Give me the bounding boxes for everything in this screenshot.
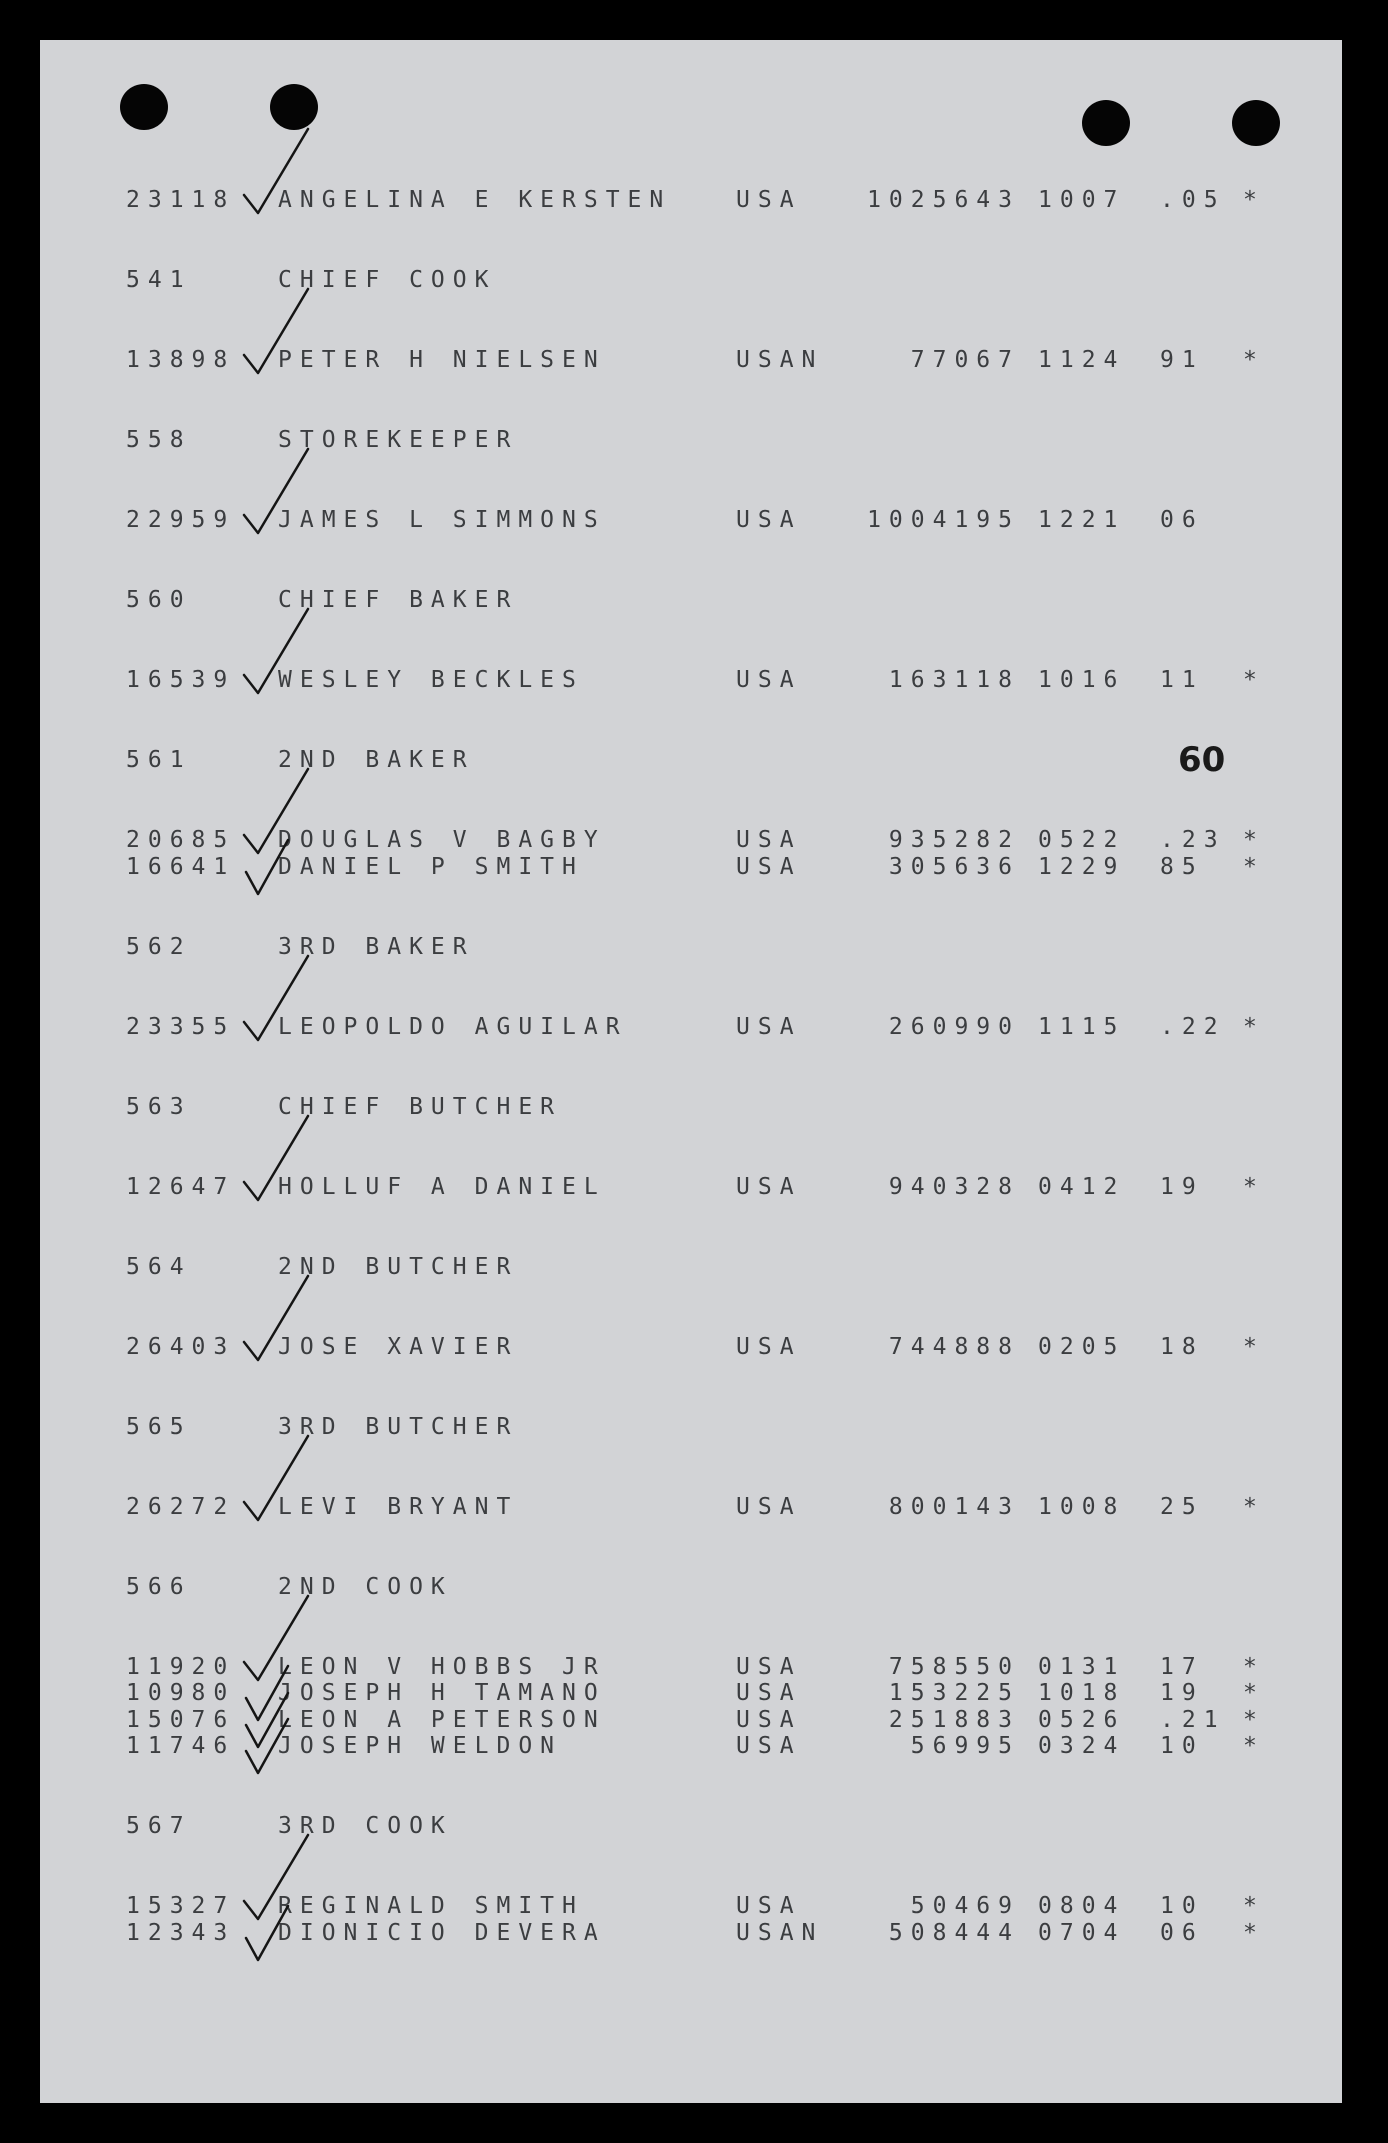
section-title: STOREKEEPER: [278, 427, 519, 453]
amount: 19: [1160, 1680, 1204, 1707]
entry-number: 23118: [126, 187, 236, 213]
asterisk-mark: *: [1243, 1173, 1257, 1200]
asterisk-mark: *: [1243, 667, 1257, 693]
crew-name: HOLLUF A DANIEL: [278, 1173, 606, 1200]
crew-entry-row: [40, 852, 1342, 882]
entry-number: 13898: [126, 347, 236, 373]
amount: 11: [1160, 667, 1204, 693]
check-mark-icon: [236, 1272, 326, 1362]
asterisk-mark: *: [1243, 187, 1257, 213]
country: USA: [736, 1493, 802, 1520]
check-mark-icon: [236, 285, 326, 375]
check-mark-icon: [236, 1112, 326, 1202]
entry-number: 11920: [126, 1653, 236, 1680]
date-code: 0704: [1038, 1920, 1126, 1946]
section-title: 3RD BUTCHER: [278, 1413, 519, 1440]
crew-entry-row: [40, 1918, 1342, 1948]
crew-entry-row: [40, 1731, 1342, 1761]
amount: 25: [1160, 1493, 1204, 1520]
section-title: CHIEF COOK: [278, 267, 497, 293]
asterisk-mark: *: [1243, 1706, 1257, 1733]
account-number: 744888: [888, 1333, 1020, 1360]
country: USA: [736, 1173, 802, 1200]
amount: 18: [1160, 1333, 1204, 1360]
country: USA: [736, 1893, 802, 1920]
account-number: 758550: [888, 1653, 1020, 1680]
date-code: 0412: [1038, 1173, 1126, 1200]
country: USA: [736, 1653, 802, 1680]
account-number: 77067: [910, 347, 1020, 373]
section-title: CHIEF BAKER: [278, 587, 519, 613]
asterisk-mark: *: [1243, 1653, 1257, 1680]
crew-name: DANIEL P SMITH: [278, 853, 584, 880]
asterisk-mark: *: [1243, 1680, 1257, 1707]
crew-name: JOSEPH WELDON: [278, 1733, 563, 1760]
account-number: 508444: [888, 1920, 1020, 1946]
document-page: [40, 40, 1342, 2103]
asterisk-mark: *: [1243, 1013, 1257, 1040]
entry-number: 15076: [126, 1706, 236, 1733]
entry-number: 22959: [126, 507, 236, 533]
amount: 85: [1160, 853, 1204, 880]
check-mark-icon: [236, 605, 326, 695]
date-code: 1016: [1038, 667, 1126, 693]
date-code: 0522: [1038, 827, 1126, 853]
entry-number: 15327: [126, 1893, 236, 1920]
amount: 06: [1160, 1920, 1204, 1946]
crew-entry-row: [40, 665, 1342, 695]
crew-entry-row: [40, 505, 1342, 535]
entry-number: 26272: [126, 1493, 236, 1520]
date-code: 0526: [1038, 1706, 1126, 1733]
entry-number: 10980: [126, 1680, 236, 1707]
country: USA: [736, 1680, 802, 1707]
amount: 10: [1160, 1893, 1204, 1920]
section-title: 3RD COOK: [278, 1813, 453, 1840]
punch-hole: [1082, 100, 1130, 146]
asterisk-mark: *: [1243, 853, 1257, 880]
account-number: 1004195: [867, 507, 1020, 533]
crew-name: DIONICIO DEVERA: [278, 1920, 606, 1946]
section-title: CHIEF BUTCHER: [278, 1093, 563, 1120]
section-code: 567: [126, 1813, 192, 1840]
account-number: 56995: [910, 1733, 1020, 1760]
section-code: 541: [126, 267, 192, 293]
check-mark-icon: [236, 1898, 326, 1968]
amount: .21: [1160, 1706, 1226, 1733]
date-code: 1221: [1038, 507, 1126, 533]
punch-hole: [270, 84, 318, 130]
country: USAN: [736, 1920, 824, 1946]
crew-entry-row: [40, 1172, 1342, 1202]
date-code: 1008: [1038, 1493, 1126, 1520]
crew-name: REGINALD SMITH: [278, 1893, 584, 1920]
crew-entry-row: [40, 1012, 1342, 1042]
check-mark-icon: [236, 125, 326, 215]
asterisk-mark: *: [1243, 1333, 1257, 1360]
asterisk-mark: *: [1243, 1920, 1257, 1946]
section-code: 564: [126, 1253, 192, 1280]
section-title: 2ND BUTCHER: [278, 1253, 519, 1280]
date-code: 1124: [1038, 347, 1126, 373]
entry-number: 16539: [126, 667, 236, 693]
amount: .05: [1160, 187, 1226, 213]
date-code: 1115: [1038, 1013, 1126, 1040]
section-code: 563: [126, 1093, 192, 1120]
crew-name: LEVI BRYANT: [278, 1493, 519, 1520]
check-mark-icon: [236, 445, 326, 535]
country: USA: [736, 853, 802, 880]
amount: 91: [1160, 347, 1204, 373]
crew-name: JOSE XAVIER: [278, 1333, 519, 1360]
account-number: 935282: [888, 827, 1020, 853]
amount: .22: [1160, 1013, 1226, 1040]
country: USA: [736, 827, 802, 853]
country: USA: [736, 1733, 802, 1760]
section-code: 560: [126, 587, 192, 613]
amount: 17: [1160, 1653, 1204, 1680]
crew-name: LEON A PETERSON: [278, 1706, 606, 1733]
asterisk-mark: *: [1243, 1493, 1257, 1520]
section-title: 2ND COOK: [278, 1573, 453, 1600]
section-title: 3RD BAKER: [278, 933, 475, 960]
asterisk-mark: *: [1243, 347, 1257, 373]
entry-number: 12343: [126, 1920, 236, 1946]
country: USA: [736, 1013, 802, 1040]
account-number: 305636: [888, 853, 1020, 880]
crew-name: JAMES L SIMMONS: [278, 507, 606, 533]
crew-name: DOUGLAS V BAGBY: [278, 827, 606, 853]
section-code: 558: [126, 427, 192, 453]
date-code: 0131: [1038, 1653, 1126, 1680]
amount: 10: [1160, 1733, 1204, 1760]
crew-name: LEOPOLDO AGUILAR: [278, 1013, 628, 1040]
crew-entry-row: [40, 1332, 1342, 1362]
entry-number: 11746: [126, 1733, 236, 1760]
date-code: 1229: [1038, 853, 1126, 880]
punch-hole: [120, 84, 168, 130]
crew-name: WESLEY BECKLES: [278, 667, 584, 693]
date-code: 0804: [1038, 1893, 1126, 1920]
account-number: 251883: [888, 1706, 1020, 1733]
account-number: 153225: [888, 1680, 1020, 1707]
asterisk-mark: *: [1243, 1733, 1257, 1760]
crew-entry-row: [40, 1492, 1342, 1522]
country: USA: [736, 1333, 802, 1360]
asterisk-mark: *: [1243, 1893, 1257, 1920]
section-code: 562: [126, 933, 192, 960]
crew-name: ANGELINA E KERSTEN: [278, 187, 672, 213]
entry-number: 26403: [126, 1333, 236, 1360]
section-code: 566: [126, 1573, 192, 1600]
check-mark-icon: [236, 1711, 326, 1781]
crew-name: LEON V HOBBS JR: [278, 1653, 606, 1680]
country: USA: [736, 507, 802, 533]
check-mark-icon: [236, 952, 326, 1042]
date-code: 1018: [1038, 1680, 1126, 1707]
section-code: 565: [126, 1413, 192, 1440]
page-number: 60: [1178, 740, 1226, 780]
country: USA: [736, 1706, 802, 1733]
account-number: 50469: [910, 1893, 1020, 1920]
account-number: 1025643: [867, 187, 1020, 213]
amount: 06: [1160, 507, 1204, 533]
account-number: 163118: [888, 667, 1020, 693]
country: USA: [736, 187, 802, 213]
entry-number: 23355: [126, 1013, 236, 1040]
punch-hole: [1232, 100, 1280, 146]
crew-name: PETER H NIELSEN: [278, 347, 606, 373]
amount: .23: [1160, 827, 1226, 853]
date-code: 1007: [1038, 187, 1126, 213]
check-mark-icon: [236, 832, 326, 902]
amount: 19: [1160, 1173, 1204, 1200]
account-number: 800143: [888, 1493, 1020, 1520]
crew-name: JOSEPH H TAMANO: [278, 1680, 606, 1707]
crew-entry-row: [40, 345, 1342, 375]
crew-entry-row: [40, 185, 1342, 215]
check-mark-icon: [236, 1432, 326, 1522]
entry-number: 12647: [126, 1173, 236, 1200]
entry-number: 20685: [126, 827, 236, 853]
section-code: 561: [126, 747, 192, 773]
country: USA: [736, 667, 802, 693]
entry-number: 16641: [126, 853, 236, 880]
country: USAN: [736, 347, 824, 373]
account-number: 940328: [888, 1173, 1020, 1200]
section-title: 2ND BAKER: [278, 747, 475, 773]
account-number: 260990: [888, 1013, 1020, 1040]
date-code: 0324: [1038, 1733, 1126, 1760]
date-code: 0205: [1038, 1333, 1126, 1360]
asterisk-mark: *: [1243, 827, 1257, 853]
